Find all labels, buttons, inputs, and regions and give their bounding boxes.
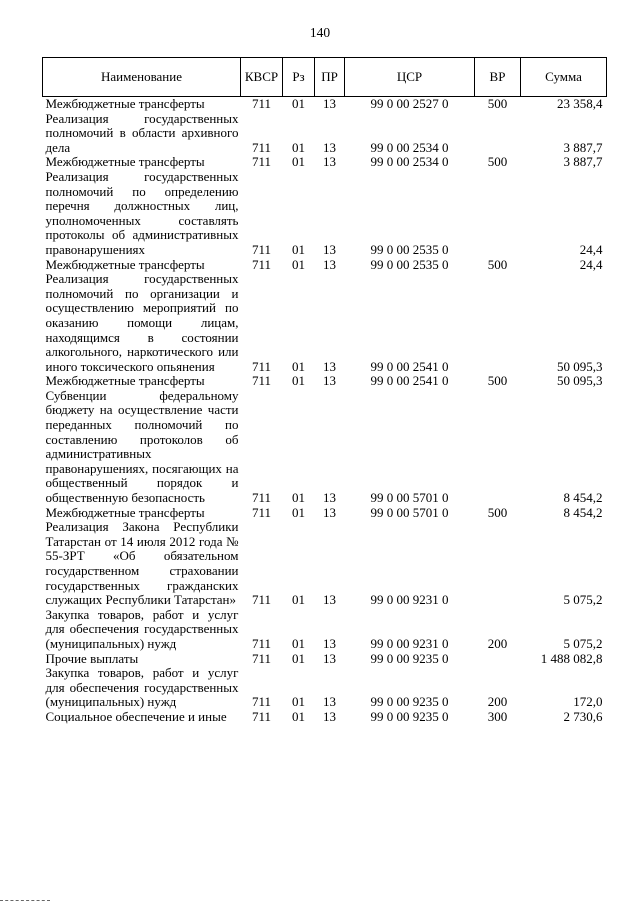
row-name: Закупка товаров, работ и услуг для обеспечения государственных (муниципальных) нужд xyxy=(45,606,239,651)
row-sum: 172,0 xyxy=(573,694,603,710)
header-name: Наименование xyxy=(43,58,241,97)
budget-table xyxy=(42,57,607,725)
row-vr: 500 xyxy=(487,373,508,389)
row-csr: 99 0 00 5701 0 xyxy=(370,490,449,506)
row-pr: 13 xyxy=(323,96,336,111)
row-rz: 01 xyxy=(292,256,305,272)
row-name: Межбюджетные трансферты xyxy=(45,256,205,272)
table-header xyxy=(43,58,607,97)
row-sum: 5 075,2 xyxy=(563,592,603,608)
row-vr xyxy=(475,170,521,258)
row-kvsr: 711 xyxy=(251,373,272,389)
row-csr: 99 0 00 9231 0 xyxy=(370,592,449,608)
row-rz: 01 xyxy=(292,504,305,520)
table-row xyxy=(43,389,607,506)
row-sum: 1 488 082,8 xyxy=(540,650,603,666)
row-name: Межбюджетные трансферты xyxy=(45,96,205,111)
row-name: Межбюджетные трансферты xyxy=(45,504,205,520)
row-pr: 13 xyxy=(323,635,336,651)
row-name: Реализация государственных полномочий по организации и осуществлению мероприятий по оказанию помощи лицам, находящимся в состоянии алкогольного, наркотического или иного токсического опьянения xyxy=(45,271,239,374)
table-row xyxy=(43,652,607,667)
row-sum: 2 730,6 xyxy=(563,708,603,724)
row-csr: 99 0 00 9231 0 xyxy=(370,635,449,651)
row-rz: 01 xyxy=(292,708,305,724)
row-vr xyxy=(475,520,521,608)
row-csr: 99 0 00 5701 0 xyxy=(370,504,449,520)
row-vr xyxy=(475,112,521,156)
row-csr: 99 0 00 2534 0 xyxy=(370,154,449,170)
row-kvsr: 711 xyxy=(251,154,272,170)
row-vr: 500 xyxy=(487,154,508,170)
row-pr: 13 xyxy=(323,592,336,608)
row-kvsr: 711 xyxy=(251,592,272,608)
row-kvsr: 711 xyxy=(251,694,272,710)
table-row xyxy=(43,374,607,389)
row-sum: 3 887,7 xyxy=(563,154,603,170)
row-rz: 01 xyxy=(292,694,305,710)
row-pr: 13 xyxy=(323,504,336,520)
row-sum: 50 095,3 xyxy=(557,358,603,374)
row-kvsr: 711 xyxy=(251,504,272,520)
row-kvsr: 711 xyxy=(251,490,272,506)
row-rz: 01 xyxy=(292,139,305,155)
header-pr: ПР xyxy=(315,58,345,97)
table-row xyxy=(43,258,607,273)
row-kvsr: 711 xyxy=(251,358,272,374)
row-rz: 01 xyxy=(292,650,305,666)
row-pr: 13 xyxy=(323,650,336,666)
row-rz: 01 xyxy=(292,490,305,506)
budget-table-container xyxy=(42,57,606,725)
row-kvsr: 711 xyxy=(251,96,272,111)
row-sum: 24,4 xyxy=(579,241,603,257)
row-pr: 13 xyxy=(323,241,336,257)
row-vr xyxy=(475,652,521,667)
header-sum: Сумма xyxy=(521,58,607,97)
table-body xyxy=(43,97,607,725)
row-vr: 500 xyxy=(487,256,508,272)
row-rz: 01 xyxy=(292,154,305,170)
row-kvsr: 711 xyxy=(251,708,272,724)
row-pr: 13 xyxy=(323,256,336,272)
table-row xyxy=(43,506,607,521)
row-sum: 3 887,7 xyxy=(563,139,603,155)
row-vr: 300 xyxy=(487,708,508,724)
row-pr: 13 xyxy=(323,358,336,374)
row-sum: 23 358,4 xyxy=(557,96,603,111)
row-name: Межбюджетные трансферты xyxy=(45,154,205,170)
row-vr: 500 xyxy=(487,504,508,520)
row-pr: 13 xyxy=(323,139,336,155)
row-csr: 99 0 00 9235 0 xyxy=(370,650,449,666)
row-pr: 13 xyxy=(323,373,336,389)
row-name: Социальное обеспечение и иные xyxy=(45,708,227,724)
row-kvsr: 711 xyxy=(251,635,272,651)
row-name: Реализация государственных полномочий в области архивного дела xyxy=(45,110,239,155)
table-row xyxy=(43,520,607,608)
row-name: Закупка товаров, работ и услуг для обеспечения государственных (муниципальных) нужд xyxy=(45,665,239,710)
row-rz: 01 xyxy=(292,358,305,374)
row-rz: 01 xyxy=(292,592,305,608)
row-name: Субвенции федеральному бюджету на осуществление части переданных полномочий по составлению протоколов об административных правонарушениях, посягающих на общественный порядок и общественную безопасность xyxy=(45,387,239,506)
row-csr: 99 0 00 2534 0 xyxy=(370,139,449,155)
header-vr: ВР xyxy=(475,58,521,97)
table-row xyxy=(43,170,607,258)
row-vr xyxy=(475,389,521,506)
footer-divider xyxy=(0,900,50,901)
row-rz: 01 xyxy=(292,635,305,651)
row-vr: 200 xyxy=(487,635,508,651)
row-pr: 13 xyxy=(323,490,336,506)
row-sum: 5 075,2 xyxy=(563,635,603,651)
row-name: Межбюджетные трансферты xyxy=(45,373,205,389)
row-sum: 8 454,2 xyxy=(563,490,603,506)
table-row xyxy=(43,112,607,156)
header-csr: ЦСР xyxy=(345,58,475,97)
row-name: Реализация Закона Республики Татарстан от 14 июля 2012 года № 55-ЗРТ «Об обязательном государственном страховании государственных гражданских служащих Республики Татарстан» xyxy=(45,519,239,608)
table-row xyxy=(43,608,607,652)
table-row xyxy=(43,272,607,374)
header-rz: Рз xyxy=(283,58,315,97)
row-pr: 13 xyxy=(323,154,336,170)
row-csr: 99 0 00 2535 0 xyxy=(370,241,449,257)
row-kvsr: 711 xyxy=(251,256,272,272)
row-sum: 24,4 xyxy=(579,256,603,272)
row-name: Реализация государственных полномочий по определению перечня должностных лиц, уполномоченных составлять протоколы об административных правонарушениях xyxy=(45,168,239,257)
row-kvsr: 711 xyxy=(251,139,272,155)
header-kvsr: КВСР xyxy=(241,58,283,97)
table-row xyxy=(43,710,607,725)
row-kvsr: 711 xyxy=(251,241,272,257)
row-name: Прочие выплаты xyxy=(45,650,139,666)
row-csr: 99 0 00 2535 0 xyxy=(370,256,449,272)
row-rz: 01 xyxy=(292,373,305,389)
row-csr: 99 0 00 9235 0 xyxy=(370,708,449,724)
row-pr: 13 xyxy=(323,694,336,710)
row-kvsr: 711 xyxy=(251,650,272,666)
table-row xyxy=(43,666,607,710)
row-csr: 99 0 00 2541 0 xyxy=(370,373,449,389)
row-csr: 99 0 00 2527 0 xyxy=(370,96,449,111)
table-row xyxy=(43,97,607,112)
row-sum: 8 454,2 xyxy=(563,504,603,520)
row-rz: 01 xyxy=(292,96,305,111)
row-rz: 01 xyxy=(292,241,305,257)
page-number: 140 xyxy=(309,25,331,40)
row-csr: 99 0 00 9235 0 xyxy=(370,694,449,710)
row-pr: 13 xyxy=(323,708,336,724)
row-vr: 500 xyxy=(487,96,508,111)
row-sum: 50 095,3 xyxy=(557,373,603,389)
table-row xyxy=(43,155,607,170)
row-csr: 99 0 00 2541 0 xyxy=(370,358,449,374)
row-vr: 200 xyxy=(487,694,508,710)
row-vr xyxy=(475,272,521,374)
